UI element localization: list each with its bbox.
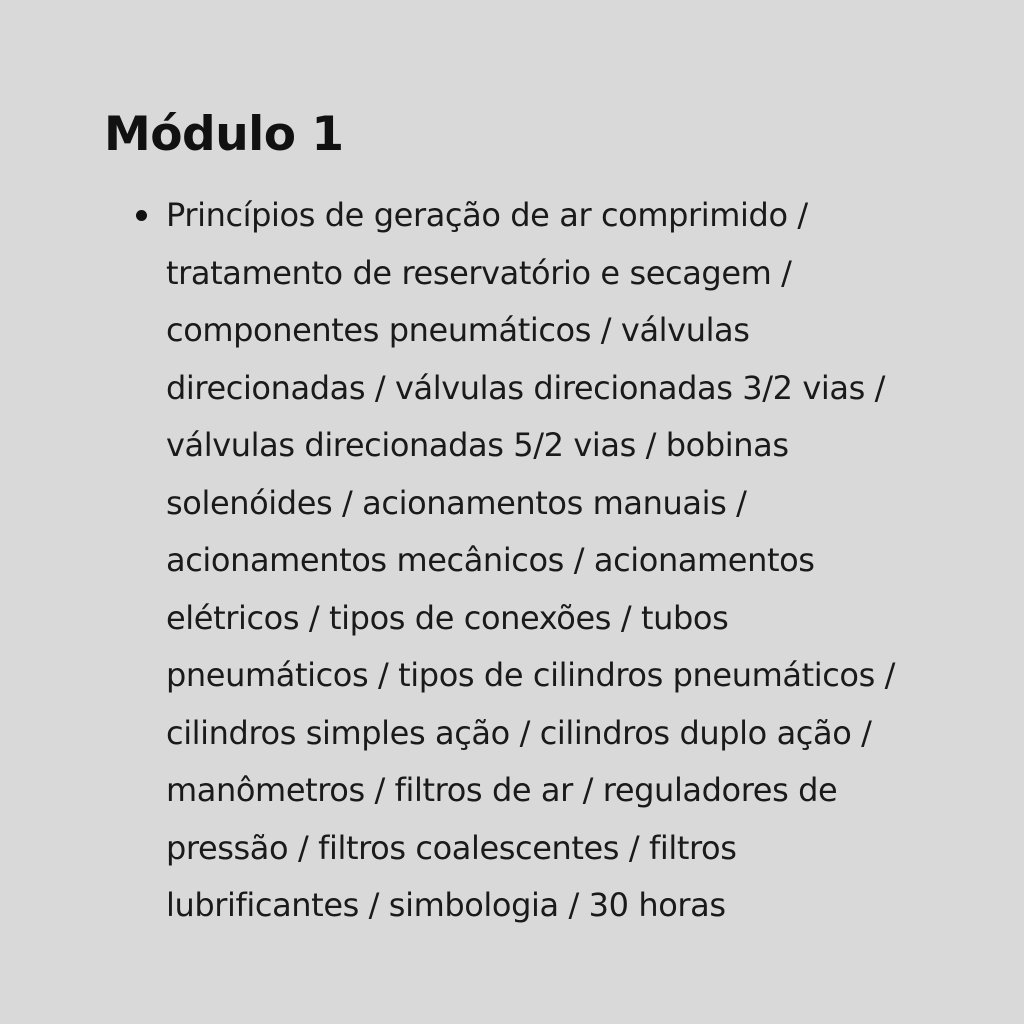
text-line: direcionadas / válvulas direcionadas 3/2 vias / [166, 368, 886, 407]
list-item [166, 187, 976, 935]
bullet-icon [136, 210, 147, 221]
text-line: pneumáticos / tipos de cilindros pneumáticos / [166, 656, 896, 694]
list-item-text [166, 187, 976, 935]
text-line: pressão / filtros coalescentes / filtros [166, 828, 737, 867]
text-line: cilindros simples ação / cilindros duplo ação / [166, 713, 872, 752]
text-line: válvulas direcionadas 5/2 vias / bobinas [166, 426, 789, 464]
text-line: manômetros / filtros de ar / reguladores de [166, 771, 838, 809]
text-line: acionamentos mecânicos / acionamentos [166, 541, 815, 579]
content-list [166, 187, 976, 935]
text-line: tratamento de reservatório e secagem / [166, 253, 792, 292]
text-line: elétricos / tipos de conexões / tubos [166, 598, 729, 637]
text-line: componentes pneumáticos / válvulas [166, 311, 750, 349]
text-line: lubrificantes / simbologia / 30 horas [166, 886, 726, 924]
text-line: solenóides / acionamentos manuais / [166, 483, 747, 522]
module-title: Módulo 1 [104, 107, 344, 162]
text-line: Princípios de geração de ar comprimido / [166, 196, 808, 234]
